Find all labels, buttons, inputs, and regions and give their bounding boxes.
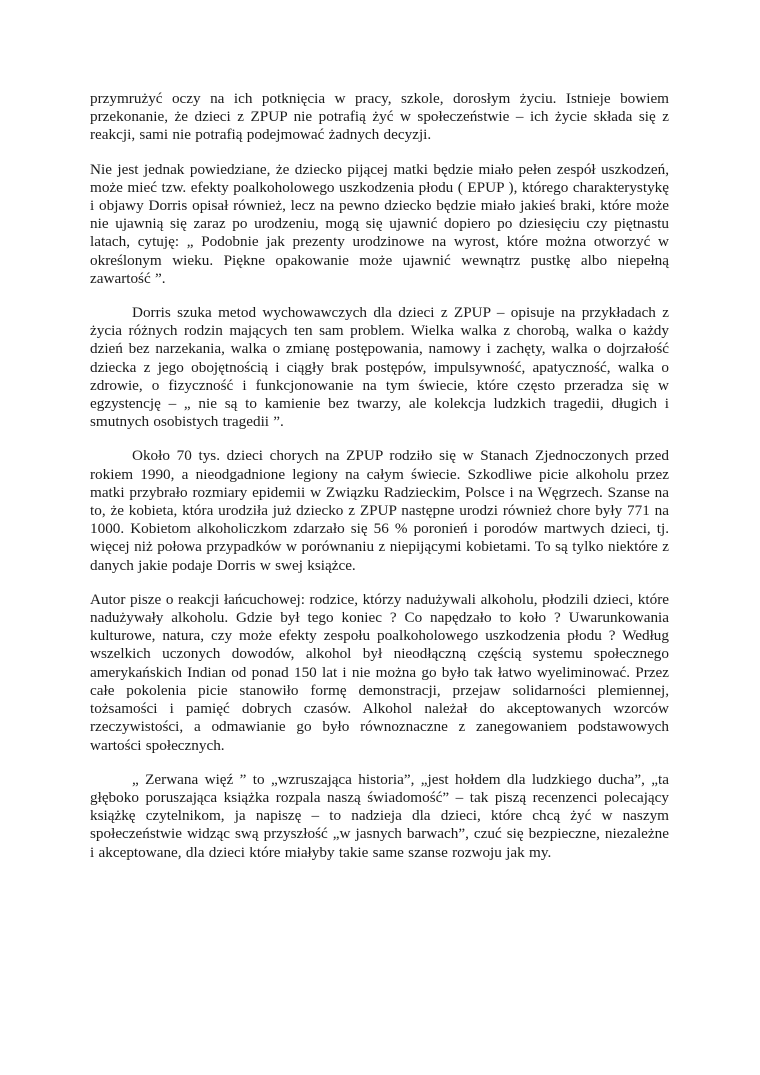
paragraph: przymrużyć oczy na ich potknięcia w pracy, szkole, dorosłym życiu. Istnieje bowiem przekonanie, że dzieci z ZPUP nie potrafią żyć w społeczeństwie – ich życie składa się z reakcji, sami nie potrafią podejmować żadnych decyzji. — [90, 90, 669, 144]
paragraph: Dorris szuka metod wychowawczych dla dzieci z ZPUP – opisuje na przykładach z życia różnych rodzin mających ten sam problem. Wielka walka z chorobą, walka o każdy dzień bez narzekania, walka o zmianę postępowania, namowy i zachęty, walka o dojrzałość dziecka z jego obojętnością i ciągły brak postępów, impulsywność, apatyczność, walka o zdrowie, o fizyczność i funkcjonowanie na tym świecie, które często przeradza się w egzystencję – „ nie są to kamienie bez twarzy, ale kolekcja ludzkich tragedii, długich i smutnych osobistych tragedii ”. — [90, 304, 669, 431]
paragraph: Nie jest jednak powiedziane, że dziecko pijącej matki będzie miało pełen zespół uszkodzeń, może mieć tzw. efekty poalkoholowego uszkodzenia płodu ( EPUP ), którego charakterystykę i objawy Dorris opisał również, lecz na pewno dziecko będzie miało jakieś braki, które może nie ujawnią się zaraz po urodzeniu, mogą się ujawnić dopiero po dziesięciu czy piętnastu latach, cytuję: „ Podobnie jak prezenty urodzinowe na wyrost, które można otworzyć w określonym wieku. Piękne opakowanie może ujawnić wewnątrz pustkę albo niepełną zawartość ”. — [90, 160, 669, 287]
document-body — [90, 90, 669, 878]
paragraph: „ Zerwana więź ” to „wzruszająca historia”, „jest hołdem dla ludzkiego ducha”, „ta głęboko poruszająca książka rozpala naszą świadomość” – tak piszą recenzenci polecający książkę czytelnikom, ja napiszę – to nadzieja dla dzieci, które chcą żyć w naszym społeczeństwie widząc swą przyszłość „w jasnych barwach”, czuć się bezpieczne, niezależne i akceptowane, dla dzieci które miałyby takie same szanse rozwoju jak my. — [90, 770, 669, 861]
paragraph: Autor pisze o reakcji łańcuchowej: rodzice, którzy nadużywali alkoholu, płodzili dzieci, które nadużywały alkoholu. Gdzie był tego koniec ? Co napędzało to koło ? Uwarunkowania kulturowe, natura, czy może efekty zespołu poalkoholowego uszkodzenia płodu ? Według wszelkich uczonych dowodów, alkohol był nieodłączną częścią systemu społecznego amerykańskich Indian od ponad 150 lat i nie można go było tak łatwo wyeliminować. Przez całe pokolenia picie stanowiło formę demonstracji, przejaw solidarności plemiennej, tożsamości i pamięć dobrych czasów. Alkohol należał do akceptowanych wzorców rzeczywistości, a odmawianie go było równoznaczne z zanegowaniem podstawowych wartości społecznych. — [90, 590, 669, 754]
paragraph: Około 70 tys. dzieci chorych na ZPUP rodziło się w Stanach Zjednoczonych przed rokiem 1990, a nieodgadnione legiony na całym świecie. Szkodliwe picie alkoholu przez matki przybrało rozmiary epidemii w Związku Radzieckim, Polsce i na Węgrzech. Szanse na to, że kobieta, która urodziła już dziecko z ZPUP następne urodzi również chore były 771 na 1000. Kobietom alkoholiczkom zdarzało się 56 % poronień i porodów martwych dzieci, tj. więcej niż połowa przypadków w porównaniu z niepijącymi kobietami. To są tylko niektóre z danych jakie podaje Dorris w swej książce. — [90, 447, 669, 574]
